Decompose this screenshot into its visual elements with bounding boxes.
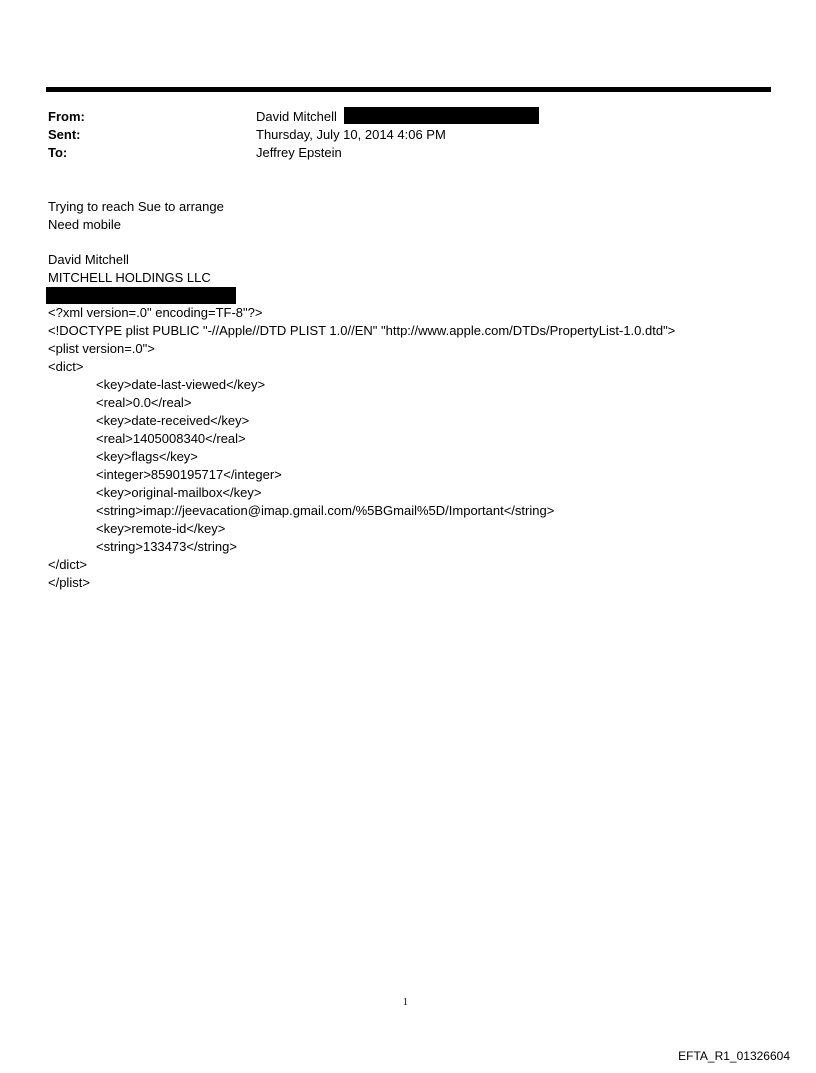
signature-company: MITCHELL HOLDINGS LLC: [48, 270, 211, 285]
dict-close-tag: </dict>: [48, 557, 88, 572]
plist-entry: <key>date-last-viewed</key>: [96, 377, 266, 392]
plist-open-tag: <plist version=.0">: [48, 341, 155, 356]
plist-entry: <key>remote-id</key>: [96, 521, 226, 536]
redaction-box: [46, 287, 236, 304]
to-value: Jeffrey Epstein: [256, 145, 342, 160]
plist-entry: <string>133473</string>: [96, 539, 237, 554]
plist-entry: <real>1405008340</real>: [96, 431, 246, 446]
plist-doctype: <!DOCTYPE plist PUBLIC "-//Apple//DTD PLIST 1.0//EN" "http://www.apple.com/DTDs/PropertyList-1.0.dtd">: [48, 323, 676, 338]
plist-entry: <real>0.0</real>: [96, 395, 192, 410]
signature-name: David Mitchell: [48, 252, 129, 267]
message-line: Trying to reach Sue to arrange: [48, 199, 224, 214]
plist-entry: <key>date-received</key>: [96, 413, 250, 428]
sent-value: Thursday, July 10, 2014 4:06 PM: [256, 127, 446, 142]
page-number: 1: [403, 997, 408, 1008]
message-line: Need mobile: [48, 217, 121, 232]
dict-open-tag: <dict>: [48, 359, 84, 374]
sent-label: Sent:: [48, 127, 81, 142]
to-label: To:: [48, 145, 68, 160]
plist-entry: <key>original-mailbox</key>: [96, 485, 262, 500]
plist-close-tag: </plist>: [48, 575, 90, 590]
plist-entry: <string>imap://jeevacation@imap.gmail.com/%5BGmail%5D/Important</string>: [96, 503, 555, 518]
bates-number: EFTA_R1_01326604: [678, 1049, 790, 1063]
from-label: From:: [48, 109, 85, 124]
header-divider: [46, 87, 771, 92]
from-value: David Mitchell: [256, 109, 337, 124]
redaction-box: [344, 107, 539, 124]
plist-entry: <integer>8590195717</integer>: [96, 467, 282, 482]
plist-entry: <key>flags</key>: [96, 449, 198, 464]
plist-xml-declaration: <?xml version=.0" encoding=TF-8"?>: [48, 305, 263, 320]
